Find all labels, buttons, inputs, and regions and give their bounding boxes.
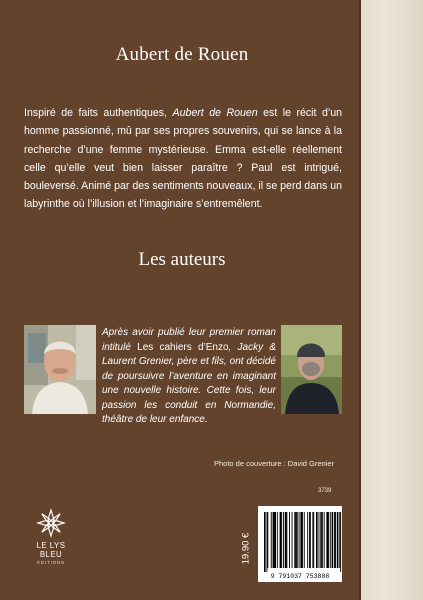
isbn-digits: 9 791037 753888 (270, 573, 330, 580)
authors-heading: Les auteurs (138, 249, 226, 270)
book-spine (360, 0, 423, 600)
authors-bio (102, 326, 276, 428)
synopsis-text (24, 104, 342, 214)
book-title: Aubert de Rouen (115, 44, 249, 65)
publisher-name: LE LYS BLEU (36, 541, 66, 559)
bio-part-2: , père et fils, ont décidé de poursuivre l’aventure en imaginant une nouvelle histoire. Cette fois, leur passion les conduit en Normandie, théâtre de leur enfance. (102, 356, 276, 425)
synopsis-part-2: est le récit d’un homme passionné, mû par ses propres souvenirs, qui se lance à la recherche d’une femme mystérieuse. Emma est-elle réellement celle qu’elle veut bien laisser paraître ? Paul est intrigué, bouleversé. Animé par des sentiments nouveaux, il se perd dans un labyrinthe où l’illusion et l’imaginaire s’entremêlent. (24, 107, 343, 211)
author-photo-jacky (24, 325, 96, 414)
bio-author-names: Jacky & Laurent Grenier (102, 341, 277, 367)
product-code: 3739 (318, 488, 332, 494)
bio-part-1: Après avoir publié leur premier roman intitulé (102, 327, 276, 353)
publisher-logo (26, 508, 76, 565)
bio-separator: , (228, 341, 238, 353)
synopsis-part-1: Inspiré de faits authentiques, (24, 107, 173, 119)
cover-photo-credit: Photo de couverture : David Grenier (214, 459, 335, 468)
synopsis-title-italic: Aubert de Rouen (172, 107, 258, 119)
author-photo-laurent (281, 325, 342, 414)
lotus-star-icon (36, 508, 66, 538)
price-label: 19.90 € (240, 532, 252, 565)
spine-edge (359, 0, 361, 600)
publisher-subtitle: ÉDITIONS (37, 560, 65, 565)
barcode (258, 506, 342, 582)
barcode-bars (258, 506, 342, 582)
price-tag (238, 521, 254, 581)
bio-book-title: Les cahiers d’Enzo (137, 341, 229, 353)
